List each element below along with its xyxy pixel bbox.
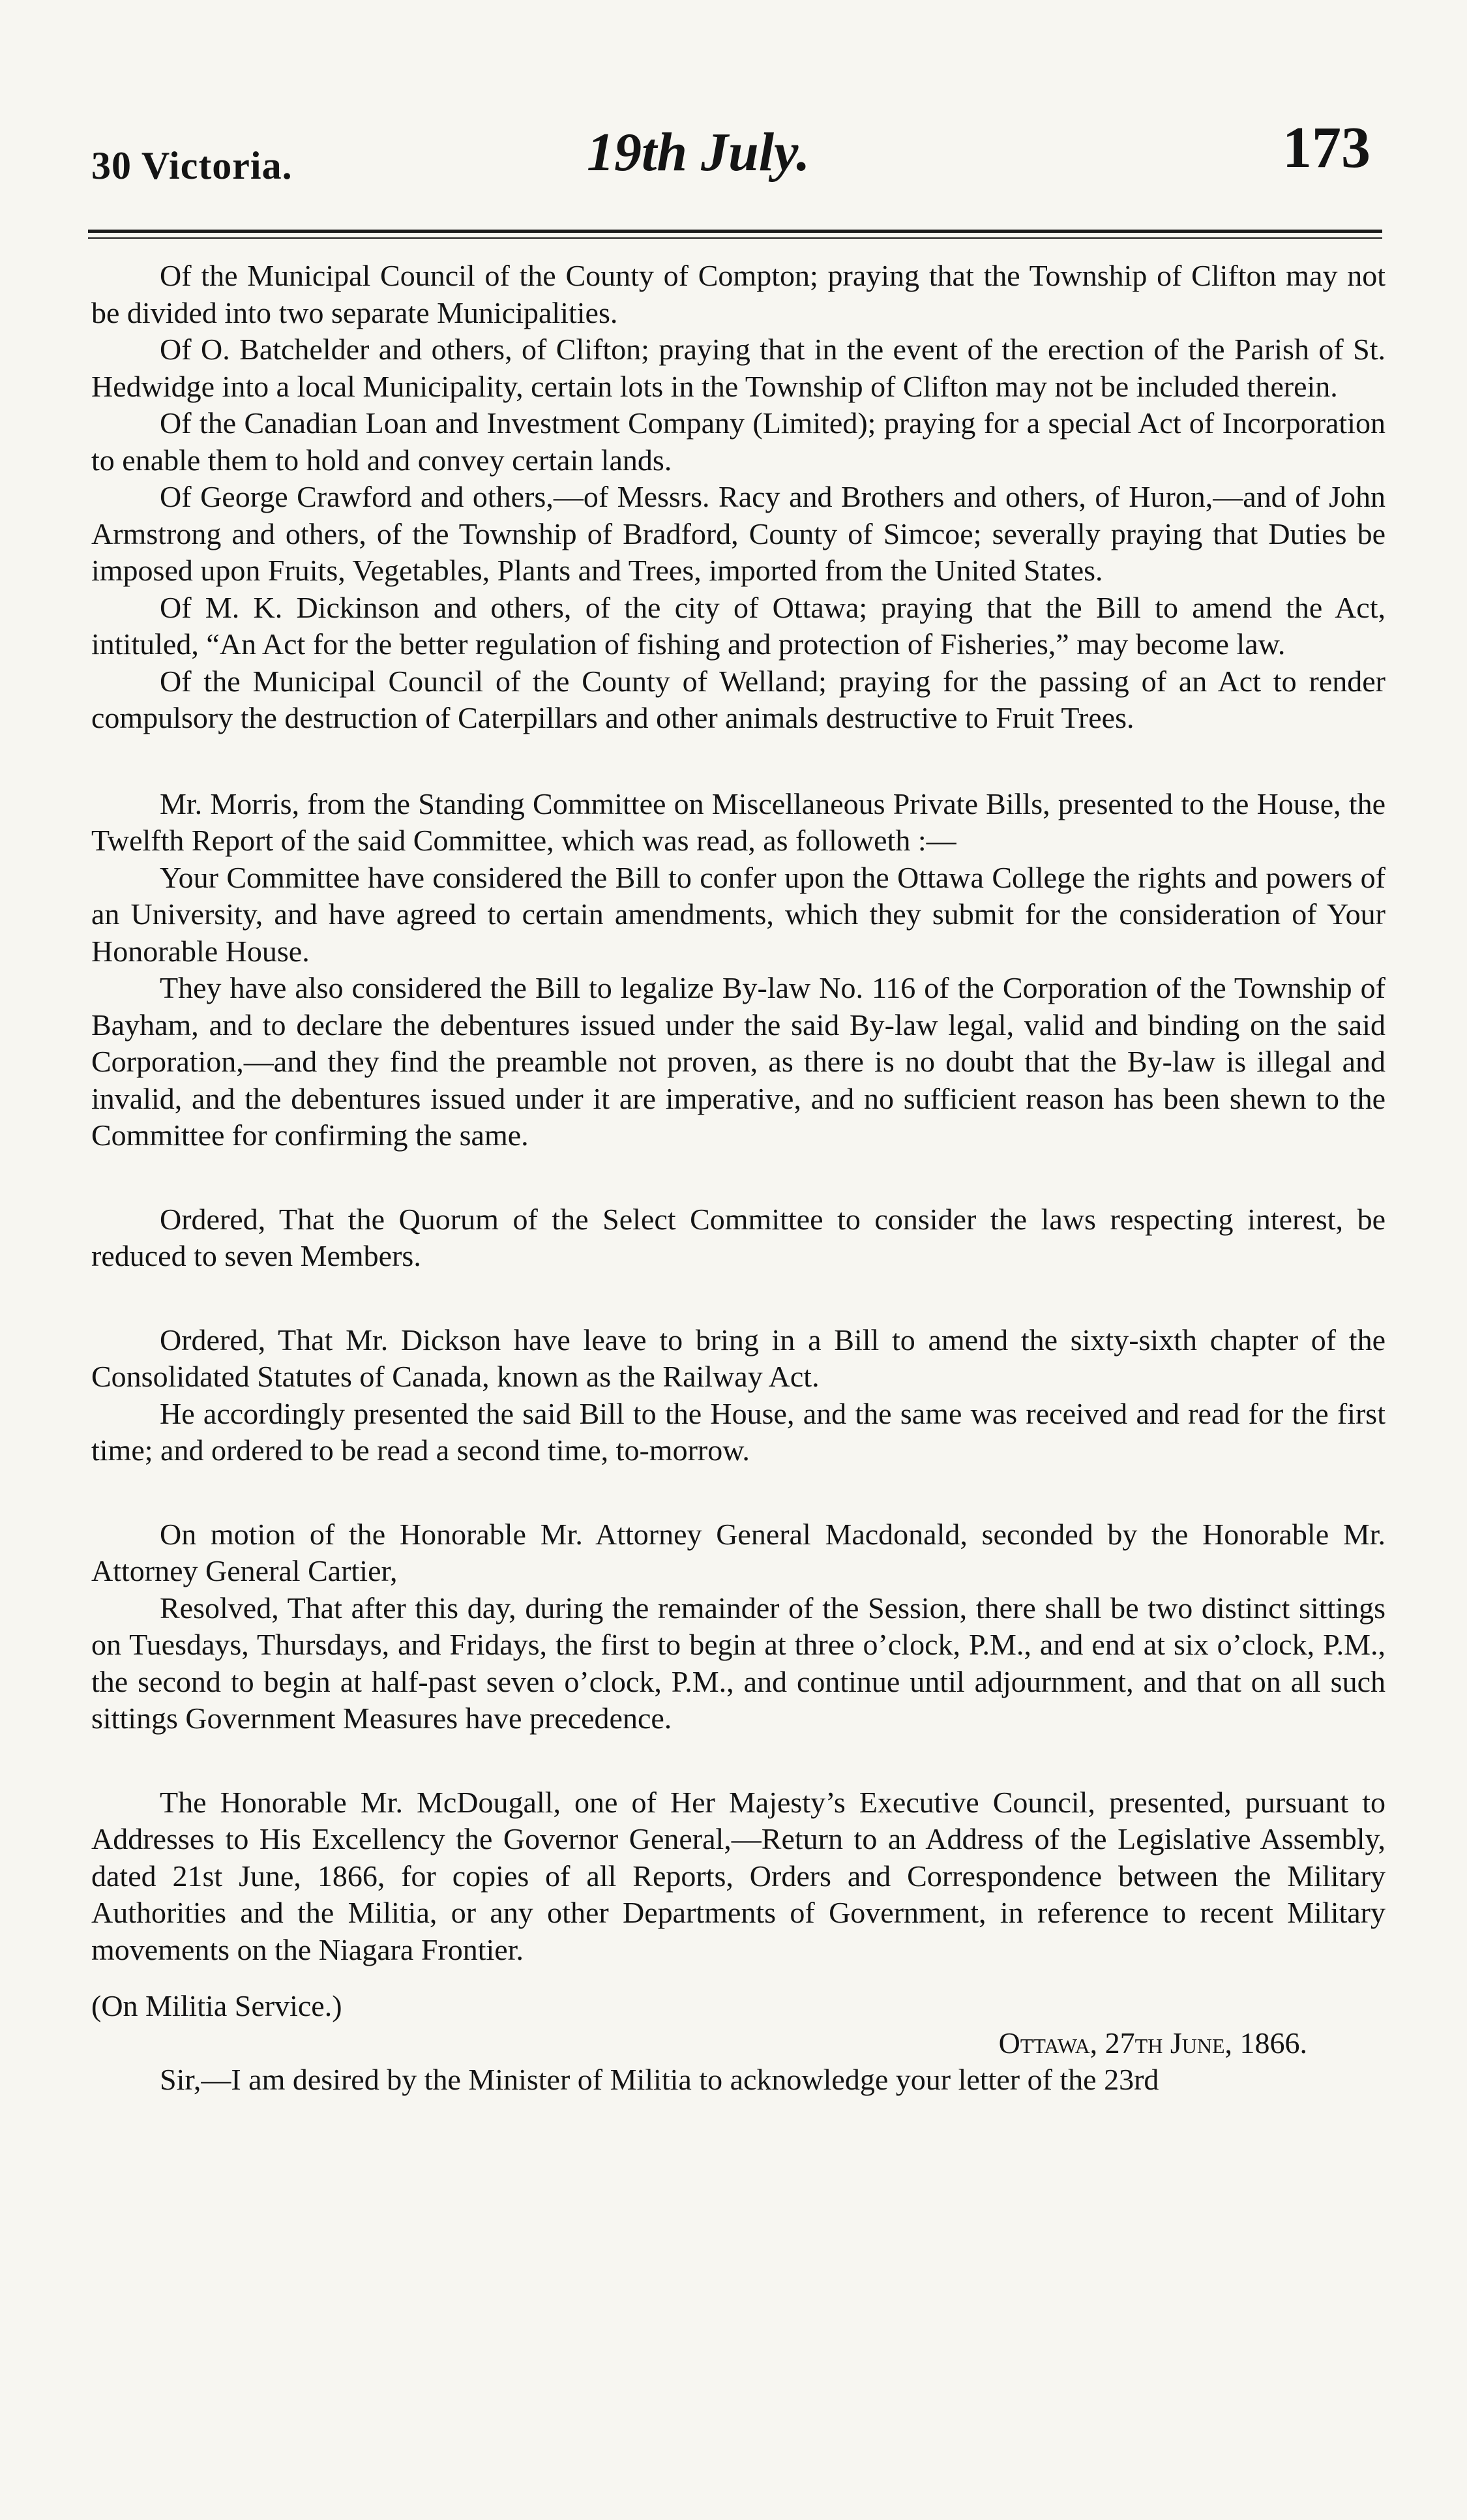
section-gap <box>91 1154 1386 1201</box>
header-rule-thin <box>88 237 1382 239</box>
letter-dateline: Ottawa, 27th June, 1866. <box>998 2026 1307 2060</box>
order-dickson-bill: Ordered, That Mr. Dickson have leave to bring in a Bill to amend the sixty-sixth chapter of the Consolidated Statutes of Canada, known as the Railway Act. <box>91 1323 1386 1393</box>
running-header <box>91 114 1376 212</box>
journal-body <box>91 258 1386 2099</box>
motion-macdonald: On motion of the Honorable Mr. Attorney General Macdonald, seconded by the Honorable Mr. Attorney General Cartier, <box>91 1517 1386 1587</box>
bill-first-reading: He accordingly presented the said Bill to the House, and the same was received and read for the first time; and ordered to be read a second time, to-morrow. <box>91 1396 1386 1467</box>
section-gap <box>91 1469 1386 1516</box>
militia-service-note: (On Militia Service.) <box>91 1989 342 2022</box>
order-quorum: Ordered, That the Quorum of the Select Committee to consider the laws respecting interest, be reduced to seven Members. <box>91 1202 1386 1272</box>
petition-canadian-loan: Of the Canadian Loan and Investment Company (Limited); praying for a special Act of Incorporation to enable them to hold and convey certain lands. <box>91 406 1386 477</box>
section-gap <box>91 1275 1386 1322</box>
section-gap <box>91 1968 1386 1988</box>
header-date: 19th July. <box>587 122 810 183</box>
committee-report-intro: Mr. Morris, from the Standing Committee on Miscellaneous Private Bills, presented to the House, the Twelfth Report of the said Committee, which was read, as followeth :— <box>91 787 1386 857</box>
petition-welland: Of the Municipal Council of the County of Welland; praying for the passing of an Act to render compulsory the destruction of Caterpillars and other animals destructive to Fruit Trees. <box>91 664 1386 734</box>
page-number: 173 <box>1282 115 1371 180</box>
letter-opening: Sir,—I am desired by the Minister of Militia to acknowledge your letter of the 23rd <box>160 2063 1159 2096</box>
session-label: 30 Victoria. <box>91 144 293 187</box>
section-gap <box>91 737 1386 786</box>
mcdougall-return: The Honorable Mr. McDougall, one of Her Majesty’s Executive Council, presented, pursuant to Addresses to His Excellency the Governor General,—Return to an Address of the Legislative Assembly, dated 21st June, 1866, for copies of all Reports, Orders and Correspondence between the Military Authorities and the Militia, or any other Departments of Government, in reference to recent Military movements on the Niagara Frontier. <box>91 1785 1386 1966</box>
section-gap <box>91 1737 1386 1784</box>
committee-report-ottawa-college: Your Committee have considered the Bill to confer upon the Ottawa College the rights and powers of an University, and have agreed to certain amendments, which they submit for the consideration of Your Honorable House. <box>91 860 1386 968</box>
resolution-sittings: Resolved, That after this day, during the remainder of the Session, there shall be two distinct sittings on Tuesdays, Thursdays, and Fridays, the first to begin at three o’clock, P.M., and end at six o’clock, P.M., the second to begin at half-past seven o’clock, P.M., and continue until adjournment, and that on all such sittings Government Measures have precedence. <box>91 1591 1386 1735</box>
petition-compton: Of the Municipal Council of the County of Compton; praying that the Township of Clifton may not be divided into two separate Municipalities. <box>91 259 1386 329</box>
header-rule-thick <box>88 230 1382 233</box>
committee-report-bayham: They have also considered the Bill to legalize By-law No. 116 of the Corporation of the Township of Bayham, and to declare the debentures issued under the said By-law legal, valid and binding on the said Corporation,—and they find the preamble not proven, as there is no doubt that the By-law is illegal and invalid, and the debentures issued under it are imperative, and no sufficient reason has been shewn to the Committee for confirming the same. <box>91 971 1386 1152</box>
petition-batchelder: Of O. Batchelder and others, of Clifton; praying that in the event of the erection of the Parish of St. Hedwidge into a local Municipality, certain lots in the Township of Clifton may not be included therein. <box>91 333 1386 403</box>
petition-dickinson: Of M. K. Dickinson and others, of the city of Ottawa; praying that the Bill to amend the Act, intituled, “An Act for the better regulation of fishing and protection of Fisheries,” may become law. <box>91 590 1386 661</box>
petition-crawford: Of George Crawford and others,—of Messrs. Racy and Brothers and others, of Huron,—and of John Armstrong and others, of the Township of Bradford, County of Simcoe; severally praying that Duties be imposed upon Fruits, Vegetables, Plants and Trees, imported from the United States. <box>91 480 1386 587</box>
